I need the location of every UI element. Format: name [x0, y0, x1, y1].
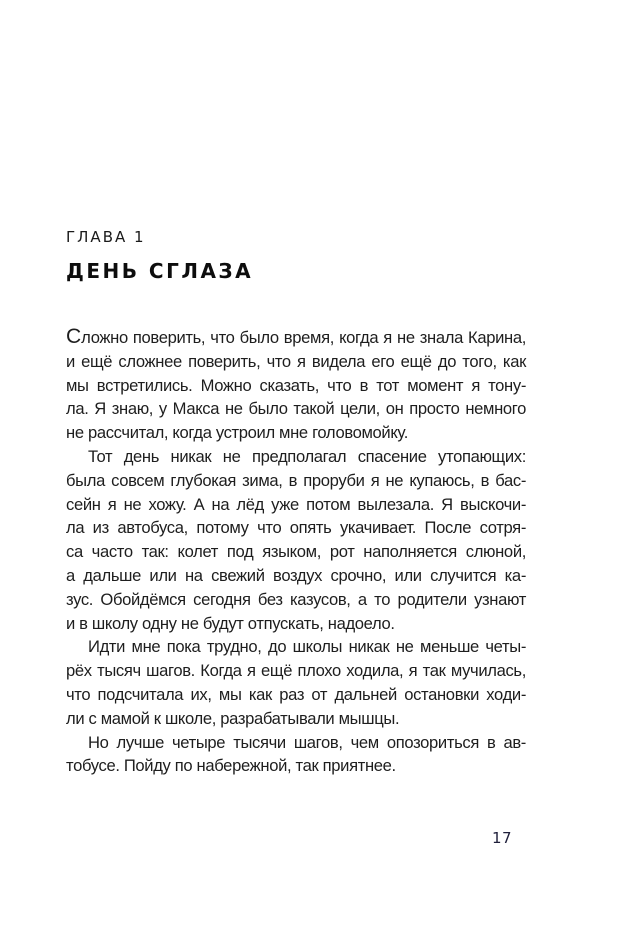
- text-line: тобусе. Пойду по набережной, так приятнее.: [66, 756, 396, 776]
- text-line: была совсем глубокая зима, в проруби я не купаюсь, в бас-: [66, 470, 526, 490]
- text-line: са часто так: колет под языком, рот наполняется слюной,: [66, 542, 526, 562]
- text-line: Но лучше четыре тысячи шагов, чем опозориться в ав-: [88, 732, 526, 752]
- text-line-content: ложно поверить, что было время, когда я не знала Карина,: [81, 328, 526, 347]
- text-line: мы встретились. Можно сказать, что в тот момент я тону-: [66, 375, 526, 395]
- text-line: ла. Я знаю, у Макса не было такой цели, он просто немного: [66, 399, 526, 419]
- text-line: и ещё сложнее поверить, что я видела его ещё до того, как: [66, 351, 526, 371]
- text-line: зус. Обойдёмся сегодня без казусов, а то родители узнают: [66, 589, 526, 609]
- paragraph: [66, 731, 526, 779]
- text-line: [66, 326, 526, 350]
- text-line: Тот день никак не предполагал спасение утопающих:: [88, 446, 526, 466]
- text-line: и в школу одну не будут отпускать, надоело.: [66, 613, 395, 633]
- text-line: что подсчитала их, мы как раз от дальней остановки ходи-: [66, 684, 526, 704]
- text-line: Идти мне пока трудно, до школы никак не меньше четы-: [88, 637, 526, 657]
- text-line: рёх тысяч шагов. Когда я ещё плохо ходила, я так мучилась,: [66, 661, 526, 681]
- text-line: ла из автобуса, потому что опять укачивает. После сотря-: [66, 518, 526, 538]
- text-line: не рассчитал, когда устроил мне головомойку.: [66, 423, 408, 443]
- drop-cap: С: [66, 325, 82, 348]
- paragraph: [66, 635, 526, 730]
- page-number: 17: [492, 829, 513, 847]
- chapter-label: ГЛАВА 1: [66, 228, 146, 246]
- chapter-body: [66, 326, 526, 778]
- text-line: сейн я не хожу. А на лёд уже потом вылезала. Я выскочи-: [66, 494, 526, 514]
- text-line: ли с мамой к школе, разрабатывали мышцы.: [66, 708, 400, 728]
- text-line: а дальше или на свежий воздух срочно, или случится ка-: [66, 565, 526, 585]
- chapter-title: ДЕНЬ СГЛАЗА: [66, 259, 254, 283]
- paragraph: [66, 326, 526, 445]
- paragraph: [66, 445, 526, 635]
